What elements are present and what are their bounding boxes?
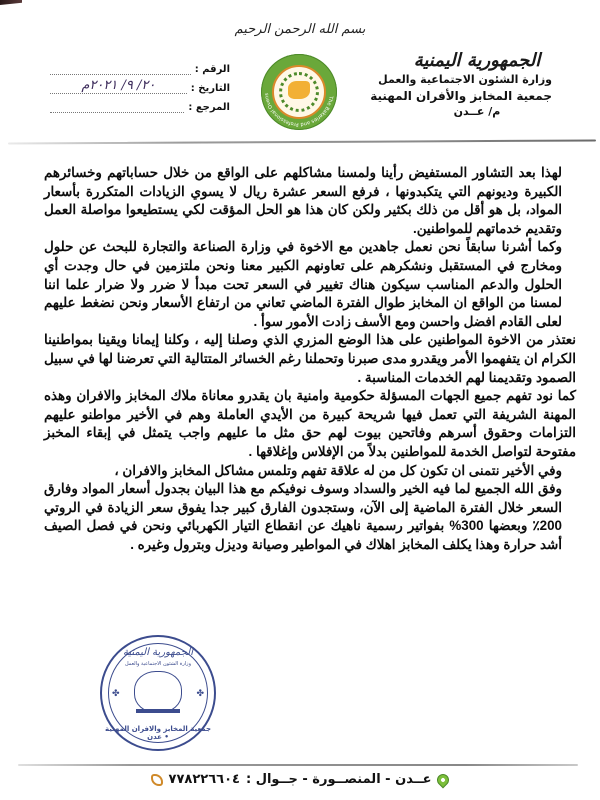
stamp-emblem-icon (134, 671, 182, 713)
stamp-subtitle: وزارة الشئون الاجتماعية والعمل (124, 661, 191, 667)
branch-name: م/ عــدن (453, 105, 501, 118)
footer-address: عــدن - المنصــورة - جــوال : (245, 772, 432, 787)
ministry-name: وزارة الشئون الاجتماعية والعمل (378, 73, 552, 86)
paragraph: وفق الله الجميع لما فيه الخير والسداد وسوف نوفيكم مع هذا البيان بجدول أسعار المواد وفارق السعر خلال الفترة الماضية إلى الآن، وستجدون الفارق كبير جدا يفوق سعر الزيادة في الروتي 200٪ وبعضها 300% بفواتير رسمية ناهيك عن انقطاع التيار الكهربائي ونحن في فصل الصيف أشد حرارة وهذا يكلف المخابز اهلاك في المواطير وصيانة وديزل وبترول وغيره . (44, 481, 562, 552)
location-pin-icon (435, 771, 452, 788)
association-name: جمعية المخابز والأفران المهنية (370, 89, 552, 103)
phone-icon (151, 774, 163, 786)
page-corner-smudge (0, 0, 22, 5)
paragraph: لهذا بعد التشاور المستفيض رأينا ولمسنا مشاكلهم على الواقع من خلال حساباتهم وخسائرهم الكبيرة وديونهم التي يتكبدونها ، فرفع السعر عشرة ريال لا يسوي الزيادات المتكررة بأسعار المواد، بل هو أقل من ذلك بكثير ولكن كان هذا هو الحل المؤقت لكي يستطيعوا مواصلة العمل وتقديم خدماتهم للمواطنين. (44, 165, 562, 236)
number-label: الرقم : (194, 64, 230, 75)
paragraph: وكما أشرنا سابقاً نحن نعمل جاهدين مع الاخوة في وزارة الصناعة والتجارة للبحث عن حلول ومخارج في المستقبل ونشكرهم على تعاونهم الكبير معنا ونحن ملتزمين في حال وجدت أي الحلول والدعم المناسب سيكون هناك تغيير في السعر تحت مبدأ لا ضرر ولا ضرار علما اننا لمسنا من الواقع ان المخابز طوال الفترة الماضي تعاني من ارتفاع الأسعار ونحن نضغط عليهم لعلى القادم افضل واحسن ومع الأسف زادت الأمور سوأ . (44, 239, 562, 329)
stamp-band (136, 709, 180, 713)
header-divider (8, 139, 596, 144)
stamp-bottom-text: جمعية المخابز والافران المهنية • عدن (104, 725, 212, 741)
stamp-star-icon: ✤ (196, 689, 204, 699)
stamp-title: الجمهورية اليمنية (122, 647, 193, 658)
paragraph: وفي الأخير نتمنى ان تكون كل من له علاقة تفهم وتلمس مشاكل المخابز والافران ، (114, 462, 562, 478)
country-name: الجمهورية اليمنية (413, 50, 541, 71)
reference-value (50, 99, 184, 113)
document-meta (50, 56, 230, 113)
date-row (50, 75, 230, 94)
reference-label: المرجع : (188, 102, 230, 113)
number-row (50, 56, 230, 75)
footer-contact (0, 772, 600, 787)
stamp-star-icon: ✤ (112, 689, 120, 699)
map-icon (288, 81, 310, 99)
letterhead-right (370, 50, 552, 120)
reference-row (50, 94, 230, 113)
svg-text:The Bakeries and Professional: The Bakeries and Professional Ovens (263, 92, 334, 128)
date-label: التاريخ : (190, 83, 230, 94)
paragraph: نعتذر من الاخوة المواطنين على هذا الوضع المزري الذي وصلنا إليه ، وكلنا إيمانا ويقينا بمواطنينا الكرام ان يتفهموا الأمر ويقدرو مدى صبرنا وتحملنا رغم الخسائر المتتالية التي تعرضنا لها في سبيل الصمود وتقديمنا لهم الخدمات المناسبة . (44, 332, 576, 385)
logo-inner-circle (272, 65, 326, 119)
footer-divider (18, 764, 578, 766)
official-stamp (100, 635, 216, 751)
basmala: بسم الله الرحمن الرحيم (234, 22, 366, 37)
letter-body (44, 164, 576, 554)
association-logo (261, 54, 337, 130)
footer-phone-number: ٧٧٨٢٢٦٦٠٤ (168, 772, 240, 787)
number-value (50, 61, 191, 75)
paragraph: كما نود تفهم جميع الجهات المسؤلة حكومية وامنية بان يقدرو معاناة ملاك المخابز والافران وهذه المهنة الشريفة التي تعمل فيها شريحة كبيرة من الأيدي العاملة وهم في الأخير مواطنو عليهم التزامات وحقوق أسرهم وفاتحين بيوت لهم حق مثل ما عليهم واجب يتمثل في إبقاء المخبز مفتوحة لتواصل الخدمة للمواطنين بدلاً من الإفلاس وإغلاقها . (44, 388, 576, 459)
date-value: ٢٠/ ٩/ ٢٠٢١م (50, 80, 187, 94)
